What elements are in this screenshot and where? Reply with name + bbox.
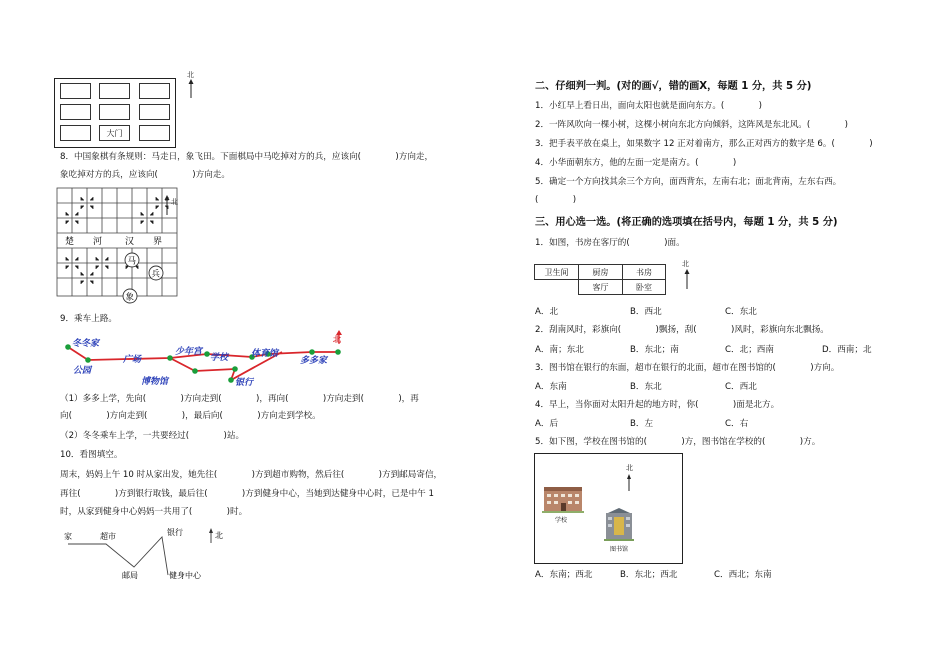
sec2-item: 5．确定一个方向找其余三个方向，面西背东，左南右北；面北背南，左东右西。 — [535, 177, 842, 187]
place-label: 家 — [64, 532, 72, 541]
option: A．南；东北 — [535, 345, 584, 355]
river-char: 界 — [153, 237, 163, 247]
pawn-piece: 兵 — [151, 269, 161, 280]
north-label: 北 — [333, 335, 341, 344]
school-building-icon — [542, 487, 584, 513]
q8-line1: 8．中国象棋有条规则：马走日，象飞田。下面棋局中马吃掉对方的兵，应该向( )方向走， — [60, 152, 434, 162]
q10-line1: 周末，妈妈上午 10 时从家出发，她先往( )方到超市购物，然后往( )方到邮局寄信， — [60, 470, 443, 480]
room-grid — [534, 264, 666, 295]
sec2-item: 4．小华面朝东方，他的左面一定是南方。( ) — [535, 158, 737, 168]
option: A．东南；西北 — [535, 570, 593, 580]
stop-label: 博物馆 — [141, 377, 169, 387]
river-char: 汉 — [125, 237, 135, 247]
option: C．右 — [725, 419, 749, 429]
sec3-q1: 1．如图，书房在客厅的( )面。 — [535, 238, 685, 248]
sec3-q2: 2．刮南风时，彩旗向( )飘扬，刮( )风时，彩旗向东北飘扬。 — [535, 325, 829, 335]
river-char: 楚 — [65, 237, 75, 247]
stop-label: 冬冬家 — [72, 339, 100, 349]
school-label: 学校 — [555, 517, 568, 524]
sec3-q5: 5．如下图，学校在图书馆的( )方，图书馆在学校的( )方。 — [535, 437, 821, 447]
place-label: 邮局 — [122, 571, 138, 580]
horse-piece: 马 — [127, 256, 137, 267]
option: A．东南 — [535, 382, 567, 392]
stop-label: 学校 — [210, 353, 229, 363]
route-map — [60, 525, 235, 583]
north-label: 北 — [626, 464, 633, 472]
room-cell: 厨房 — [579, 265, 623, 280]
option: B．西北 — [630, 307, 662, 317]
option: D．西南；北 — [822, 345, 872, 355]
library-label: 图书馆 — [610, 546, 629, 553]
option: C．西北；东南 — [714, 570, 772, 580]
option: C．东北 — [725, 307, 757, 317]
place-label: 银行 — [167, 528, 183, 537]
stop-label: 广场 — [123, 355, 142, 365]
library-building-icon — [604, 508, 634, 541]
north-label: 北 — [187, 71, 194, 79]
q9-sub2: （2）冬冬乘车上学，一共要经过( )站。 — [60, 431, 245, 441]
place-label: 超市 — [100, 532, 116, 541]
q9-sub1-line2: 向( )方向走到( )，最后向( )方向走到学校。 — [60, 411, 321, 421]
option: B．东北；西北 — [620, 570, 678, 580]
section2-heading: 二、仔细判一判。(对的画√，错的画Ⅹ，每题 1 分，共 5 分) — [535, 81, 812, 92]
stop-label: 公园 — [73, 366, 92, 376]
room-cell: 卫生间 — [535, 265, 579, 280]
q9-title: 9．乘车上路。 — [60, 314, 118, 324]
sec3-q3: 3．图书馆在银行的东面，超市在银行的北面，超市在图书馆的( )方向。 — [535, 363, 840, 373]
q9-sub1-line1: （1）多多上学，先向( )方向走到( )，再向( )方向走到( )，再 — [60, 394, 419, 404]
stop-label: 多多家 — [300, 356, 328, 366]
place-label: 健身中心 — [169, 571, 201, 580]
option: B．左 — [630, 419, 654, 429]
north-label: 北 — [215, 531, 223, 540]
stop-label: 银行 — [235, 378, 254, 388]
option: B．东北；南 — [630, 345, 679, 355]
section3-heading: 三、用心选一选。(将正确的选项填在括号内，每题 1 分，共 5 分) — [535, 217, 838, 228]
elephant-piece: 象 — [125, 292, 135, 303]
gate-label: 大门 — [99, 125, 130, 141]
option: A．北 — [535, 307, 559, 317]
option: A．后 — [535, 419, 559, 429]
sec2-item5-blank: ( ) — [535, 195, 577, 205]
q10-line2: 再往( )方到银行取钱，最后往( )方到健身中心，当她到达健身中心时，已是中午 1 — [60, 489, 434, 499]
stop-label: 少年宫 — [175, 347, 203, 357]
river-char: 河 — [93, 237, 103, 247]
option: C．西北 — [725, 382, 757, 392]
north-label: 北 — [171, 198, 178, 206]
stop-label: 体育馆 — [251, 349, 279, 359]
q10-line3: 时，从家到健身中心妈妈一共用了( )时。 — [60, 507, 248, 517]
option: C．北；西南 — [725, 345, 774, 355]
sec2-item: 1．小红早上看日出，面向太阳也就是面向东方。( ) — [535, 101, 763, 111]
sec2-item: 2．一阵风吹向一棵小树，这棵小树向东北方向倾斜，这阵风是东北风。( ) — [535, 120, 848, 130]
room-cell: 客厅 — [579, 280, 623, 295]
option: B．东北 — [630, 382, 662, 392]
room-cell: 书房 — [623, 265, 666, 280]
sec2-item: 3．把手表平放在桌上，如果数字 12 正对着南方，那么正对西方的数字是 6。( ) — [535, 139, 873, 149]
map-figure — [534, 453, 684, 565]
layout-figure — [54, 78, 176, 148]
q8-line2: 象吃掉对方的兵，应该向( )方向走。 — [60, 170, 230, 180]
q10-title: 10．看图填空。 — [60, 450, 123, 460]
bus-route-map — [55, 330, 355, 392]
sec3-q4: 4．早上，当你面对太阳升起的地方时，你( )面是北方。 — [535, 400, 780, 410]
room-cell: 卧室 — [623, 280, 666, 295]
north-label: 北 — [682, 260, 689, 268]
